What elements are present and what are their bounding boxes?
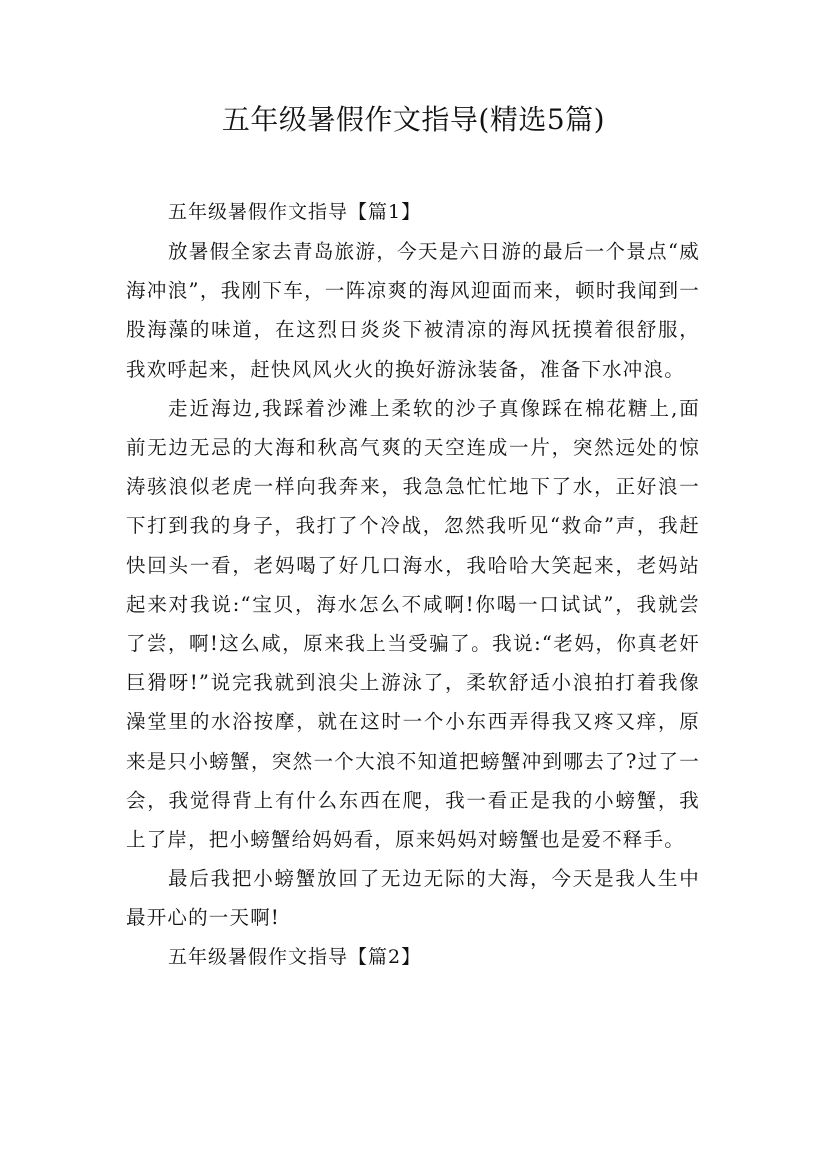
section-heading-2: 五年级暑假作文指导【篇2】 [168,945,422,968]
document-body [126,193,700,977]
paragraph-2: 走近海边,我踩着沙滩上柔软的沙子真像踩在棉花糖上,面前无边无忌的大海和秋高气爽的天空连成一片，突然远处的惊涛骇浪似老虎一样向我奔来，我急急忙忙地下了水，正好浪一下打到我的身子，我打了个冷战，忽然我听见“救命”声，我赶快回头一看，老妈喝了好几口海水，我哈哈大笑起来，老妈站起来对我说:“宝贝，海水怎么不咸啊!你喝一口试试”，我就尝了尝，啊!这么咸，原来我上当受骗了。我说:“老妈，你真老奸巨猾呀!”说完我就到浪尖上游泳了，柔软舒适小浪拍打着我像澡堂里的水浴按摩，就在这时一个小东西弄得我又疼又痒，原来是只小螃蟹，突然一个大浪不知道把螃蟹冲到哪去了?过了一会，我觉得背上有什么东西在爬，我一看正是我的小螃蟹，我上了岸，把小螃蟹给妈妈看，原来妈妈对螃蟹也是爱不释手。 [126,396,700,852]
paragraph-3: 最后我把小螃蟹放回了无边无际的大海，今天是我人生中最开心的一天啊! [126,867,700,930]
document-title: 五年级暑假作文指导(精选5篇) [221,103,606,136]
paragraph-1: 放暑假全家去青岛旅游，今天是六日游的最后一个景点“威海冲浪”，我刚下车，一阵凉爽的海风迎面而来，顿时我闻到一股海藻的味道，在这烈日炎炎下被清凉的海风抚摸着很舒服，我欢呼起来，赶快风风火火的换好游泳装备，准备下水冲浪。 [126,240,700,381]
section-heading-1: 五年级暑假作文指导【篇1】 [168,201,422,223]
